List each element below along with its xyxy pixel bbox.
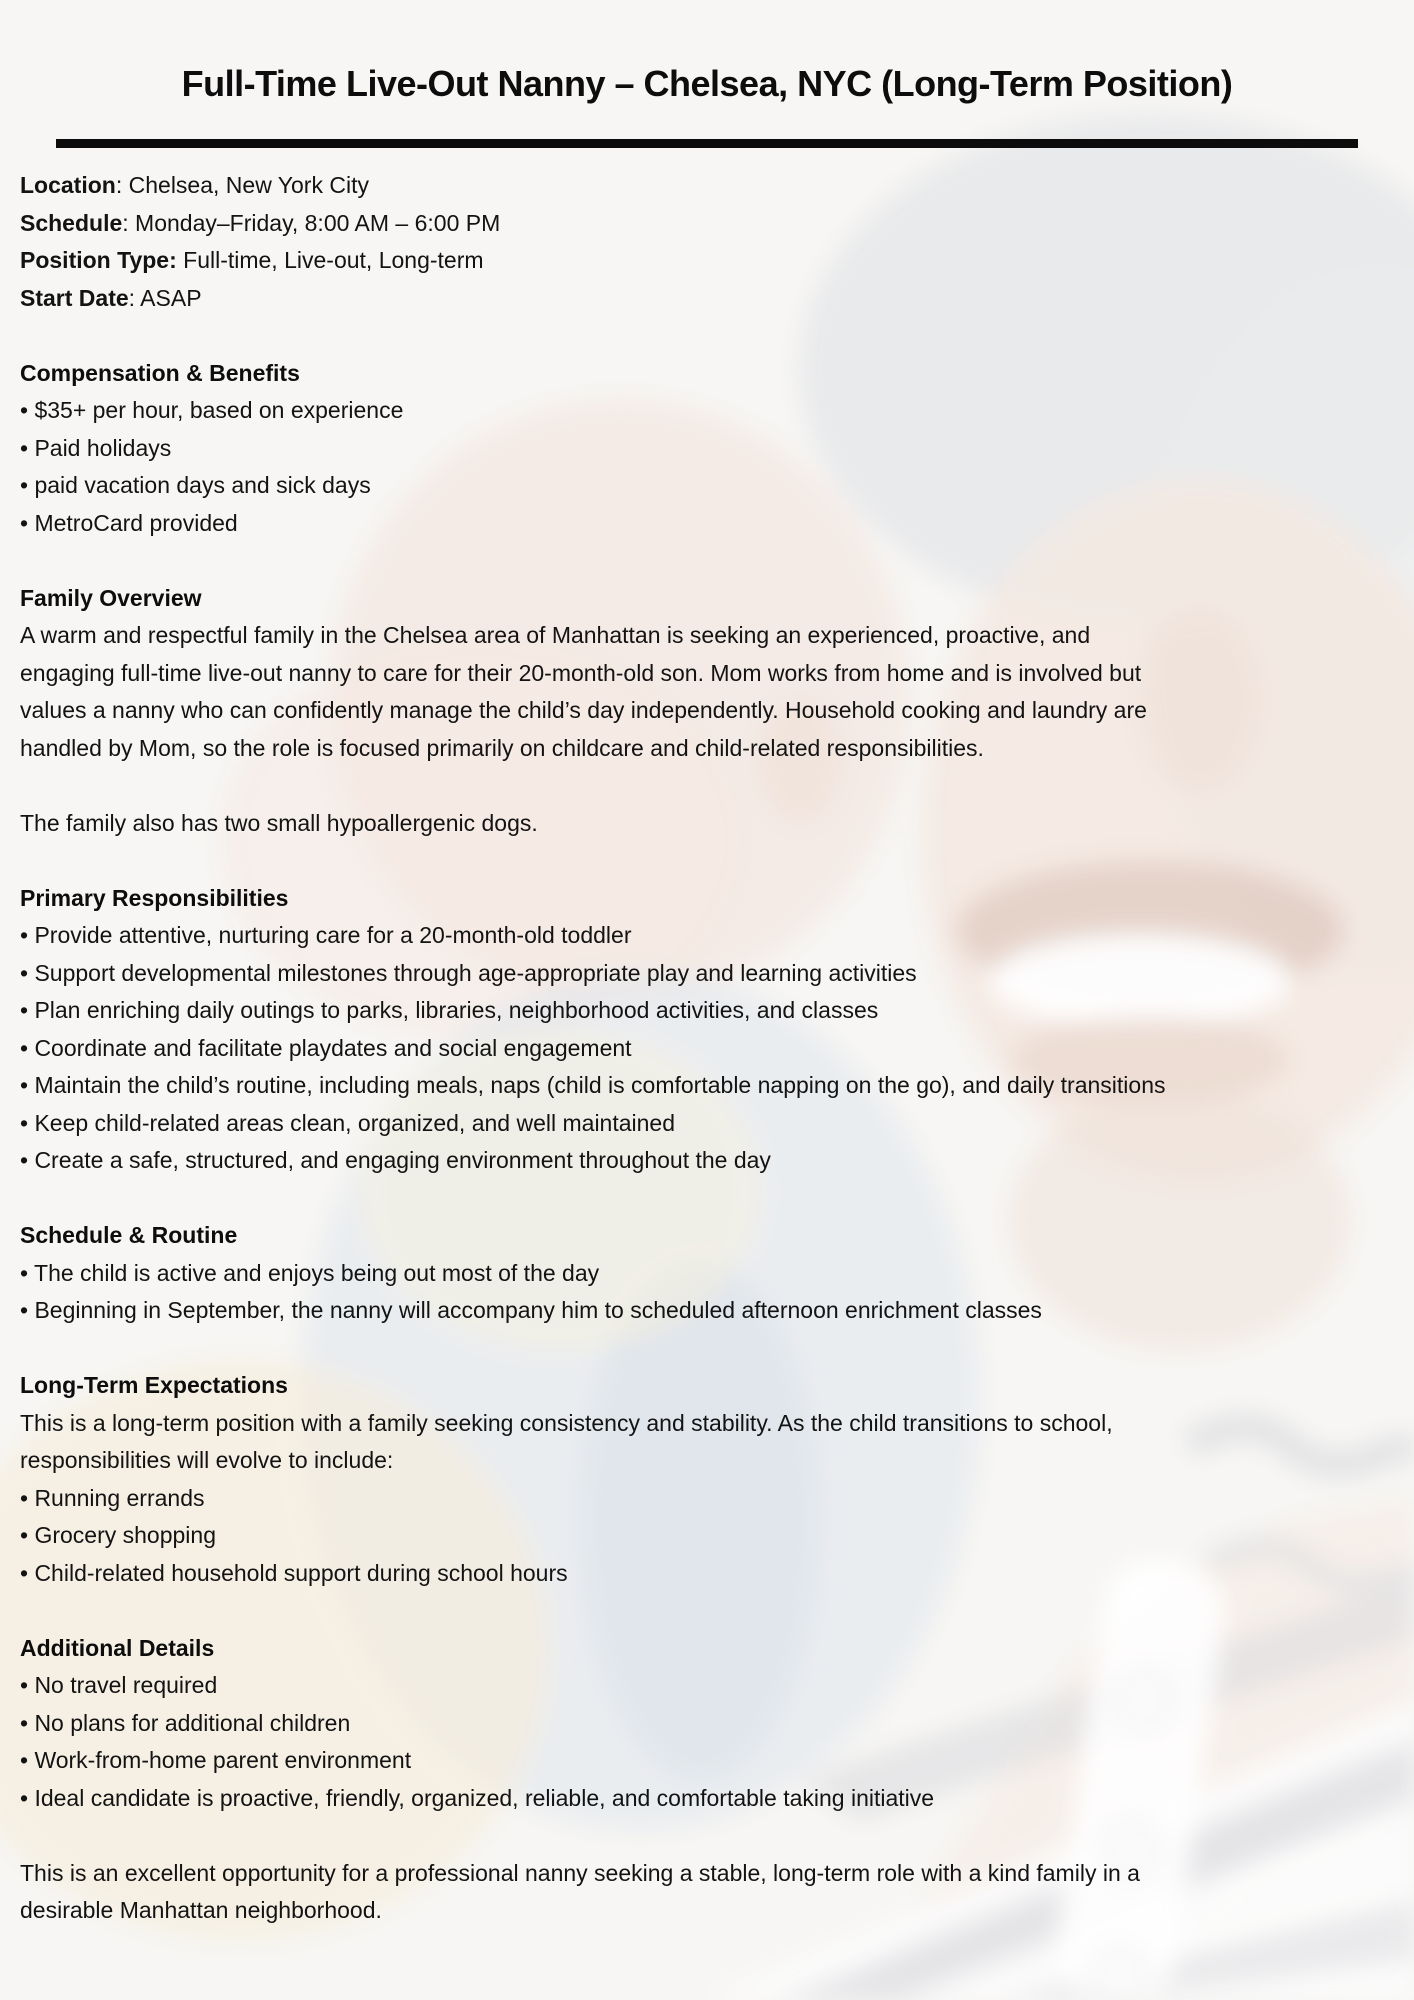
- meta-label: Start Date: [20, 284, 129, 311]
- section-primary-responsibilities: [20, 880, 1396, 1180]
- title-divider: [56, 139, 1358, 148]
- meta-line-position-type: [20, 242, 1396, 280]
- bullet-line: • No travel required: [20, 1672, 218, 1698]
- meta-separator: :: [128, 284, 141, 311]
- meta-line-location: [20, 167, 1396, 205]
- bullet-line: • Work-from-home parent environment: [20, 1747, 412, 1773]
- section-heading: Long-Term Expectations: [20, 1372, 288, 1398]
- bullet-line: • Create a safe, structured, and engaging environment throughout the day: [20, 1147, 771, 1173]
- meta-separator: :: [115, 172, 129, 198]
- section-schedule-routine: [20, 1217, 1396, 1330]
- bullet-list: [20, 1667, 1396, 1817]
- bullet-line: • Grocery shopping: [20, 1522, 216, 1548]
- meta-label: Location: [20, 172, 116, 198]
- section-heading: Additional Details: [20, 1634, 215, 1661]
- meta-line-schedule: [20, 205, 1396, 243]
- section-heading: Primary Responsibilities: [20, 884, 289, 911]
- meta-value: ASAP: [140, 284, 202, 311]
- bullet-line: • Provide attentive, nurturing care for a 20-month-old toddler: [20, 922, 632, 948]
- section-heading: Schedule & Routine: [20, 1222, 238, 1248]
- paragraph-line: The family also has two small hypoallergenic dogs.: [20, 809, 538, 836]
- paragraph-line: engaging full-time live-out nanny to care for their 20-month-old son. Mom works from home and is involved but: [20, 659, 1142, 686]
- bullet-line: • No plans for additional children: [20, 1709, 351, 1736]
- meta-label: Schedule: [20, 209, 123, 236]
- section-heading: Compensation & Benefits: [20, 359, 300, 386]
- bullet-line: • Plan enriching daily outings to parks, libraries, neighborhood activities, and classes: [20, 997, 879, 1023]
- section-heading: Family Overview: [20, 584, 202, 611]
- bullet-list: [20, 1255, 1396, 1330]
- closing-paragraph: [20, 1855, 1396, 1930]
- meta-block: [20, 167, 1396, 317]
- paragraph: [20, 617, 1396, 767]
- paragraph: [20, 1405, 1396, 1480]
- paragraph-line: This is a long-term position with a family seeking consistency and stability. As the child transitions to school,: [20, 1409, 1113, 1436]
- paragraph-line: responsibilities will evolve to include:: [20, 1447, 394, 1473]
- bullet-line: • paid vacation days and sick days: [20, 472, 371, 498]
- bullet-line: • Support developmental milestones through age-appropriate play and learning activities: [20, 959, 917, 986]
- bullet-line: • Running errands: [20, 1484, 205, 1511]
- bullet-line: • Coordinate and facilitate playdates and social engagement: [20, 1034, 632, 1061]
- bullet-line: • $35+ per hour, based on experience: [20, 397, 404, 423]
- paragraph-line: This is an excellent opportunity for a professional nanny seeking a stable, long-term role with a kind family in a: [20, 1859, 1140, 1886]
- bullet-list: [20, 917, 1396, 1180]
- bullet-line: • Maintain the child’s routine, including meals, naps (child is comfortable napping on the go), and daily transitions: [20, 1072, 1166, 1098]
- section-family-overview: [20, 580, 1396, 843]
- bullet-line: • Ideal candidate is proactive, friendly, organized, reliable, and comfortable taking initiative: [20, 1784, 935, 1811]
- meta-value: Chelsea, New York City: [128, 172, 369, 198]
- section-additional-details: [20, 1630, 1396, 1818]
- paragraph-line: handled by Mom, so the role is focused primarily on childcare and child-related responsibilities.: [20, 734, 984, 761]
- bullet-line: • Beginning in September, the nanny will accompany him to scheduled afternoon enrichment classes: [20, 1297, 1042, 1323]
- meta-value: Full-time, Live-out, Long-term: [183, 247, 484, 273]
- bullet-line: • Child-related household support during school hours: [20, 1559, 568, 1586]
- meta-separator: :: [122, 209, 136, 236]
- bullet-list: [20, 1480, 1396, 1593]
- meta-value: Monday–Friday, 8:00 AM – 6:00 PM: [135, 209, 501, 236]
- bullet-list: [20, 392, 1396, 542]
- document-body: [20, 167, 1396, 1930]
- meta-line-start-date: [20, 280, 1396, 318]
- section-long-term-expectations: [20, 1367, 1396, 1592]
- family-dogs-note: [20, 805, 1396, 843]
- bullet-line: • MetroCard provided: [20, 509, 238, 536]
- section-compensation: [20, 355, 1396, 543]
- paragraph-line: A warm and respectful family in the Chelsea area of Manhattan is seeking an experienced, proactive, and: [20, 622, 1091, 648]
- bullet-line: • The child is active and enjoys being out most of the day: [20, 1259, 600, 1286]
- paragraph-line: desirable Manhattan neighborhood.: [20, 1897, 382, 1923]
- bullet-line: • Paid holidays: [20, 434, 172, 461]
- meta-label: Position Type:: [20, 247, 177, 273]
- paragraph-line: values a nanny who can confidently manage the child’s day independently. Household cooking and laundry are: [20, 697, 1147, 723]
- page-title: Full-Time Live-Out Nanny – Chelsea, NYC (Long-Term Position): [181, 63, 1233, 104]
- bullet-line: • Keep child-related areas clean, organized, and well maintained: [20, 1109, 676, 1136]
